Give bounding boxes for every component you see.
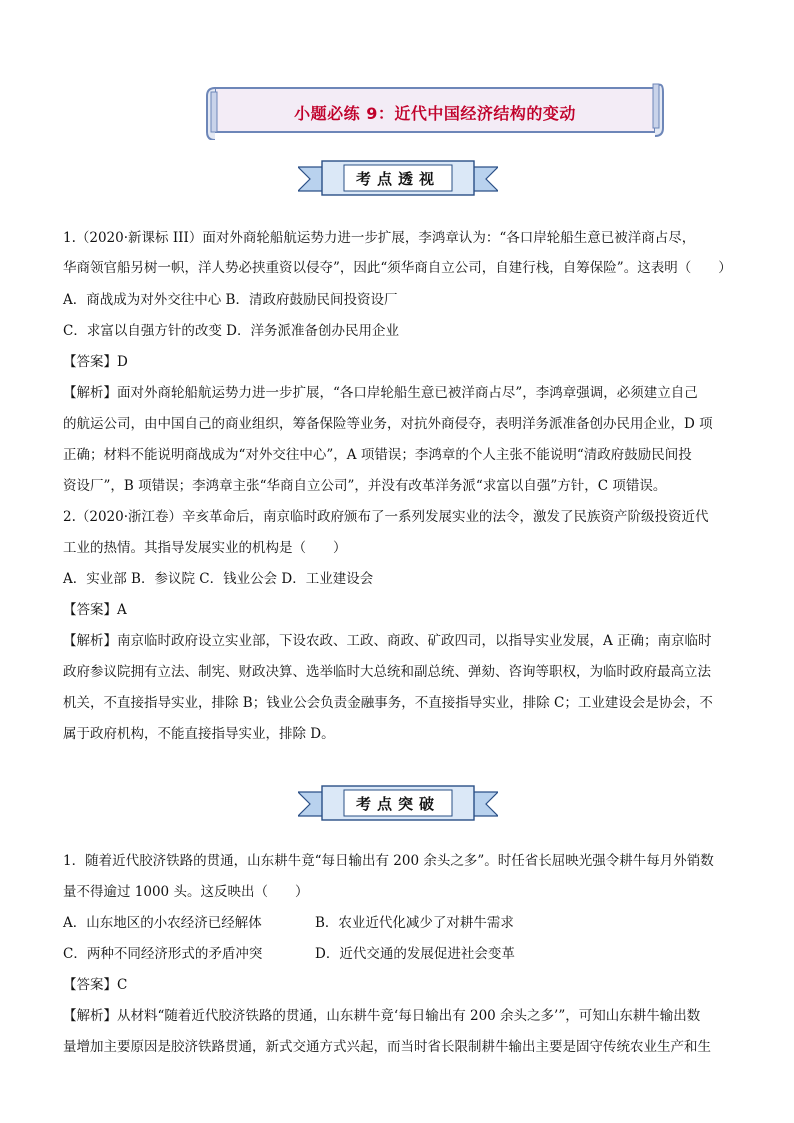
s2-q1-stem-line-2: 量不得逾过 1000 头。这反映出（ ） (63, 884, 309, 900)
q2-analysis-line-2: 政府参议院拥有立法、制宪、财政决算、选举临时大总统和副总统、弹劾、咨询等职权，为临时政府最高立法 (63, 664, 711, 680)
option-c: C．两种不同经济形式的矛盾冲突 (63, 946, 263, 962)
q2-stem-line-1: 2.（2020·浙江卷）辛亥革命后，南京临时政府颁布了一系列发展实业的法令，激发了民族资产阶级投资近代 (63, 509, 709, 525)
banner-label: 考点突破 (355, 795, 440, 813)
q1-options-ab: A．商战成为对外交往中心 B．清政府鼓励民间投资设厂 (63, 292, 398, 308)
q2-stem-line-2: 工业的热情。其指导发展实业的机构是（ ） (63, 540, 347, 556)
q1-answer: 【答案】D (63, 354, 128, 370)
s2-q1-analysis-line-2: 量增加主要原因是胶济铁路贯通，新式交通方式兴起，而当时省长限制耕牛输出主要是固守传统农业生产和生 (63, 1039, 711, 1055)
s2-q1-stem-line-1: 1．随着近代胶济铁路的贯通，山东耕牛竟“每日输出有 200 余头之多”。时任省长屈映光强令耕牛每月外销数 (63, 853, 714, 869)
page-title: 小题必练 9：近代中国经济结构的变动 (294, 104, 576, 123)
q2-answer: 【答案】A (63, 602, 127, 618)
section-banner-1 (298, 159, 498, 199)
title-scroll (205, 80, 665, 140)
s2-q1-answer: 【答案】C (63, 977, 128, 993)
s2-q1-analysis-line-1: 【解析】从材料“随着近代胶济铁路的贯通，山东耕牛竟‘每日输出有 200 余头之多’”，可知山东耕牛输出数 (63, 1008, 701, 1024)
q2-options: A．实业部 B．参议院 C．钱业公会 D．工业建设会 (63, 571, 374, 587)
banner-label: 考点透视 (355, 170, 440, 188)
q1-analysis-line-3: 正确；材料不能说明商战成为“对外交往中心”，A 项错误；李鸿章的个人主张不能说明“清政府鼓励民间投 (63, 447, 692, 463)
q1-stem-line-1: 1.（2020·新课标 III）面对外商轮船航运势力进一步扩展，李鸿章认为：“各口岸轮船生意已被洋商占尽， (63, 230, 696, 246)
q1-analysis-line-1: 【解析】面对外商轮船航运势力进一步扩展，“各口岸轮船生意已被洋商占尽”，李鸿章强调，必须建立自己 (63, 385, 698, 401)
q1-options-cd: C．求富以自强方针的改变 D．洋务派准备创办民用企业 (63, 323, 399, 339)
q1-stem-line-2: 华商领官船另树一帜，洋人势必挟重资以侵夺”，因此“须华商自立公司，自建行栈，自筹保险”。这表明（ ） (63, 260, 732, 276)
option-b: B．农业近代化减少了对耕牛需求 (315, 915, 514, 931)
q2-analysis-line-4: 属于政府机构，不能直接指导实业，排除 D。 (63, 726, 335, 742)
q2-analysis-line-1: 【解析】南京临时政府设立实业部，下设农政、工政、商政、矿政四司，以指导实业发展，A 正确；南京临时 (63, 633, 712, 649)
q1-analysis-line-2: 的航运公司，由中国自己的商业组织，筹备保险等业务，对抗外商侵夺，表明洋务派准备创办民用企业，D 项 (63, 416, 713, 432)
option-d: D．近代交通的发展促进社会变革 (315, 946, 515, 962)
q1-analysis-line-4: 资设厂”，B 项错误；李鸿章主张“华商自立公司”，并没有改革洋务派“求富以自强”方针，C 项错误。 (63, 478, 667, 494)
section-banner-2 (298, 784, 498, 824)
q2-analysis-line-3: 机关，不直接指导实业，排除 B；钱业公会负责金融事务，不直接指导实业，排除 C；工业建设会是协会，不 (63, 695, 713, 711)
option-a: A．山东地区的小农经济已经解体 (63, 915, 262, 931)
